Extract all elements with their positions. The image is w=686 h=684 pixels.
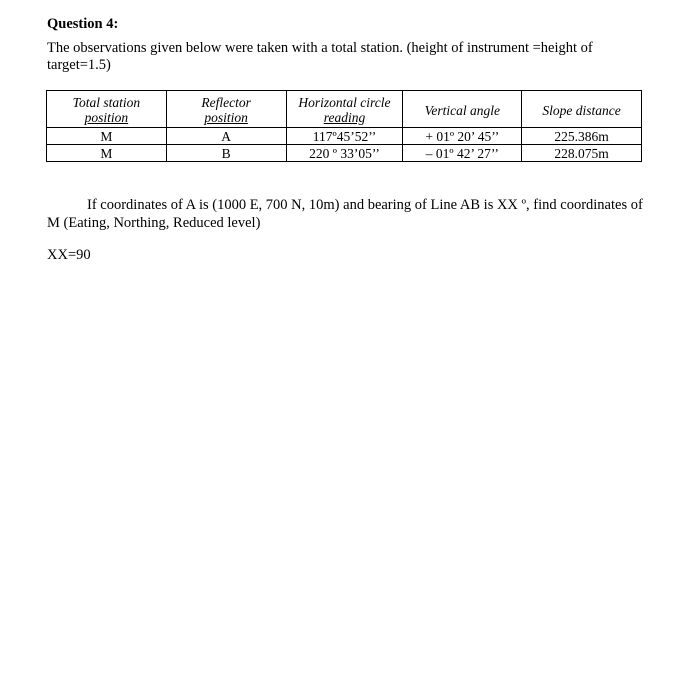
cell-reflector: A — [166, 128, 286, 145]
header-horizontal-circle — [286, 91, 403, 128]
table-row — [47, 128, 642, 145]
table-header-row — [47, 91, 642, 128]
cell-vertical: – 01º 42’ 27’’ — [403, 145, 522, 162]
cell-slope: 228.075m — [522, 145, 642, 162]
cell-slope: 225.386m — [522, 128, 642, 145]
cell-vertical: + 01º 20’ 45’’ — [403, 128, 522, 145]
cell-station: M — [47, 128, 167, 145]
cell-horizontal: 117º45’52’’ — [286, 128, 403, 145]
cell-horizontal: 220 º 33’05’’ — [286, 145, 403, 162]
header-station-position — [47, 91, 167, 128]
question-title: Question 4: — [47, 16, 119, 32]
table-row — [47, 145, 642, 162]
header-horizontal-line1: Horizontal circle — [298, 95, 391, 110]
cell-station: M — [47, 145, 167, 162]
header-reflector-position — [166, 91, 286, 128]
cell-reflector: B — [166, 145, 286, 162]
header-reflector-line2: position — [204, 110, 248, 125]
given-value: XX=90 — [47, 247, 91, 263]
header-horizontal-line2: reading — [323, 110, 366, 125]
header-vertical-angle: Vertical angle — [403, 91, 522, 128]
observations-table — [46, 90, 642, 162]
problem-statement: If coordinates of A is (1000 E, 700 N, 10m) and bearing of Line AB is XX º, find coordinates of M (Eating, Northing, Reduced level) — [47, 197, 643, 231]
header-station-line1: Total station — [72, 95, 141, 110]
header-station-line2: position — [84, 110, 129, 125]
header-reflector-line1: Reflector — [201, 95, 251, 110]
question-intro: The observations given below were taken with a total station. (height of instrument =height of target=1.5) — [47, 40, 593, 73]
header-slope-distance: Slope distance — [522, 91, 642, 128]
